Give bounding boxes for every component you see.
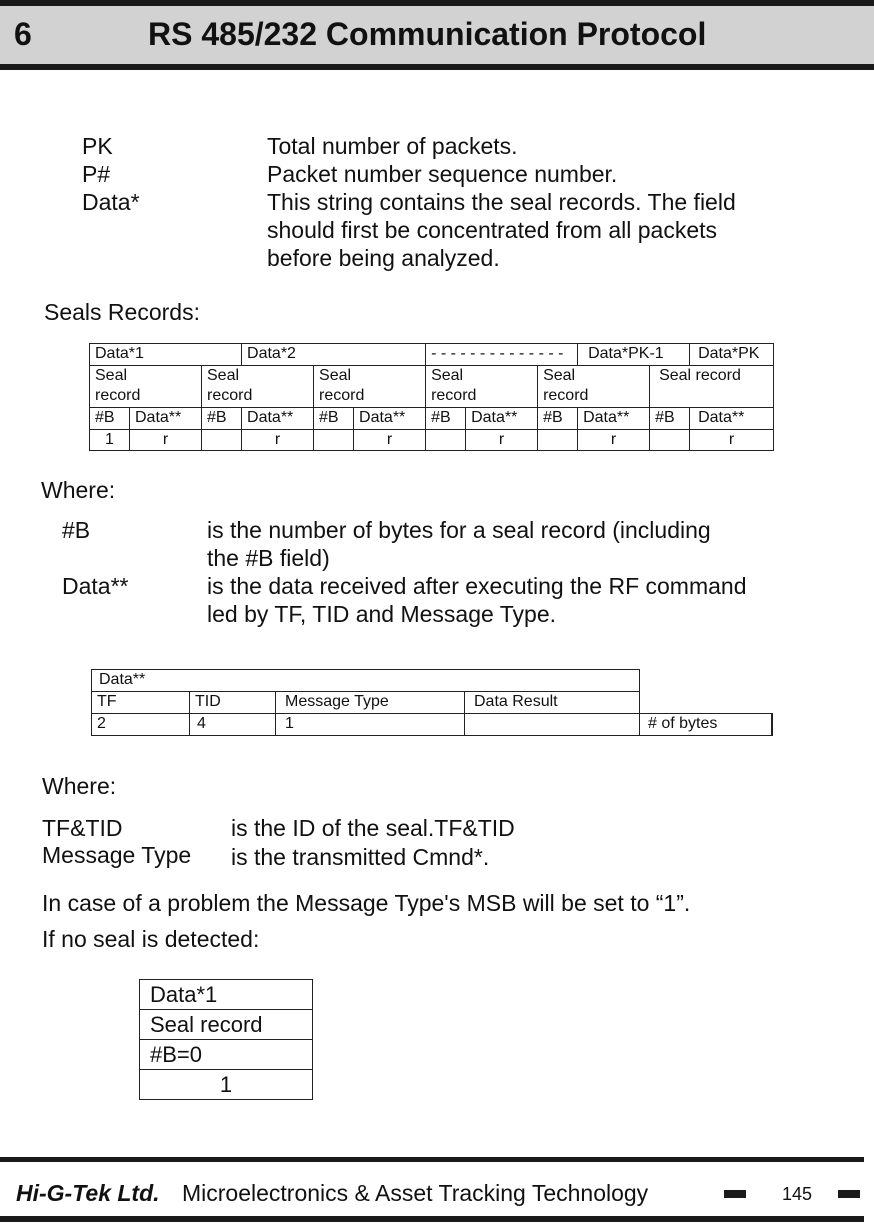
- footer-top-rule: [0, 1157, 864, 1162]
- seals-cell-line: Seal: [543, 367, 576, 384]
- where2-term-message-type: Message Type: [42, 842, 192, 868]
- data-table-value-row: [92, 714, 772, 736]
- seals-cell: [90, 366, 202, 408]
- seals-cell: Data*PK: [690, 344, 774, 366]
- definition-desc-data-line2: should first be concentrated from all packets: [267, 217, 718, 243]
- seals-cell: Data**: [354, 408, 426, 430]
- no-seal-cell: Seal record: [140, 1010, 313, 1040]
- seals-cell: Data*2: [242, 344, 426, 366]
- seals-cell: [202, 430, 242, 451]
- definition-desc-data-line3: before being analyzed.: [267, 245, 500, 271]
- seals-cell: r: [690, 430, 774, 451]
- section-number: 6: [14, 16, 32, 52]
- no-seal-cell: Data*1: [140, 980, 313, 1010]
- data-table-value: 1: [276, 714, 465, 736]
- where1-desc-b-line2: the #B field): [207, 545, 330, 571]
- where1-desc-b-line1: is the number of bytes for a seal record (including: [207, 517, 711, 543]
- seals-cell: 1: [90, 430, 130, 451]
- no-seal-row: [140, 1070, 313, 1100]
- no-seal-cell: 1: [140, 1070, 313, 1100]
- seals-cell: Data**: [130, 408, 202, 430]
- where1-term-b: #B: [62, 517, 91, 543]
- seals-cell-line: record: [95, 387, 141, 404]
- bytes-label: # of bytes: [640, 714, 772, 736]
- where1-desc-data-line2: led by TF, TID and Message Type.: [207, 601, 557, 627]
- where-heading-1: Where:: [41, 477, 116, 503]
- data-table-value: [465, 714, 640, 736]
- seals-cell: Data**: [466, 408, 538, 430]
- seals-cell: Data**: [578, 408, 650, 430]
- data-table-value: 2: [92, 714, 190, 736]
- data-table-blank: [640, 670, 772, 692]
- seals-cell: r: [578, 430, 650, 451]
- seals-row-values: [90, 430, 774, 451]
- where2-desc-message-type: is the transmitted Cmnd*.: [231, 844, 490, 870]
- seals-cell: #B: [426, 408, 466, 430]
- no-seal-table: [139, 979, 313, 1100]
- note-no-seal: If no seal is detected:: [42, 926, 260, 952]
- seals-cell-line: record: [543, 387, 589, 404]
- footer-bottom-rule: [0, 1216, 864, 1222]
- data-table-blank: [640, 692, 772, 714]
- seals-records-table: [89, 343, 774, 451]
- seals-cell: Data**: [242, 408, 314, 430]
- footer-dash-left: [724, 1190, 746, 1198]
- where1-term-data: Data**: [62, 573, 129, 599]
- footer-brand: Hi-G-Tek Ltd.: [16, 1180, 160, 1206]
- seals-cell: r: [130, 430, 202, 451]
- seals-cell: [538, 430, 578, 451]
- seals-cell-line: record: [207, 387, 253, 404]
- seals-cell-line: Seal: [431, 367, 464, 384]
- where1-desc-data-line1: is the data received after executing the RF command: [207, 573, 747, 599]
- seals-cell-line: record: [431, 387, 477, 404]
- definition-term-pk: PK: [82, 133, 113, 159]
- seals-cell: [202, 366, 314, 408]
- seals-cell: [426, 366, 538, 408]
- seals-cell: Data*1: [90, 344, 242, 366]
- seals-cell: - - - - - - - - - - - - - -: [426, 344, 578, 366]
- data-table-header: Data Result: [465, 692, 640, 714]
- data-table-header: TID: [190, 692, 276, 714]
- seals-cell: [650, 366, 774, 408]
- seals-cell: Data*PK-1: [578, 344, 690, 366]
- seals-cell-line: Seal record: [659, 367, 741, 384]
- seals-cell: Data**: [690, 408, 774, 430]
- seals-cell: #B: [90, 408, 130, 430]
- data-table-header: TF: [92, 692, 190, 714]
- seals-cell: r: [242, 430, 314, 451]
- page-number: 145: [782, 1184, 813, 1204]
- header-bottom-rule: [0, 64, 874, 70]
- seals-cell: r: [466, 430, 538, 451]
- data-table-header-row: [92, 692, 772, 714]
- definition-desc-pk: Total number of packets.: [267, 133, 518, 159]
- note-msb: In case of a problem the Message Type's MSB will be set to “1”.: [42, 890, 691, 916]
- seals-cell: #B: [314, 408, 354, 430]
- seals-cell-line: Seal: [207, 367, 240, 384]
- data-structure-table: [91, 669, 773, 736]
- seals-cell: #B: [538, 408, 578, 430]
- seals-records-heading: Seals Records:: [44, 299, 200, 325]
- seals-row-fields: [90, 408, 774, 430]
- seals-cell: [650, 430, 690, 451]
- seals-cell: #B: [202, 408, 242, 430]
- data-table-value: 4: [190, 714, 276, 736]
- seals-cell: r: [354, 430, 426, 451]
- seals-cell: [426, 430, 466, 451]
- footer-dash-right: [838, 1190, 860, 1198]
- data-table-title: Data**: [92, 670, 640, 692]
- data-table-header: Message Type: [276, 692, 465, 714]
- seals-row-records: [90, 366, 774, 408]
- seals-cell-line: record: [319, 387, 365, 404]
- seals-cell: [538, 366, 650, 408]
- definition-desc-data-line1: This string contains the seal records. The field: [267, 189, 736, 215]
- no-seal-row: [140, 1010, 313, 1040]
- data-table-title-row: [92, 670, 772, 692]
- footer-tagline: Microelectronics & Asset Tracking Technology: [182, 1180, 649, 1206]
- seals-cell: [314, 430, 354, 451]
- seals-cell: #B: [650, 408, 690, 430]
- where2-term-tftid: TF&TID: [42, 815, 123, 841]
- seals-cell: [314, 366, 426, 408]
- no-seal-row: [140, 1040, 313, 1070]
- no-seal-row: [140, 980, 313, 1010]
- seals-cell-line: Seal: [95, 367, 128, 384]
- no-seal-cell: #B=0: [140, 1040, 313, 1070]
- section-title: RS 485/232 Communication Protocol: [148, 16, 707, 52]
- seals-row-packets: [90, 344, 774, 366]
- definition-term-p: P#: [82, 161, 111, 187]
- where-heading-2: Where:: [42, 773, 117, 799]
- seals-cell-line: Seal: [319, 367, 352, 384]
- definition-term-data: Data*: [82, 189, 140, 215]
- definition-desc-p: Packet number sequence number.: [267, 161, 618, 187]
- where2-desc-tftid: is the ID of the seal.TF&TID: [231, 815, 515, 841]
